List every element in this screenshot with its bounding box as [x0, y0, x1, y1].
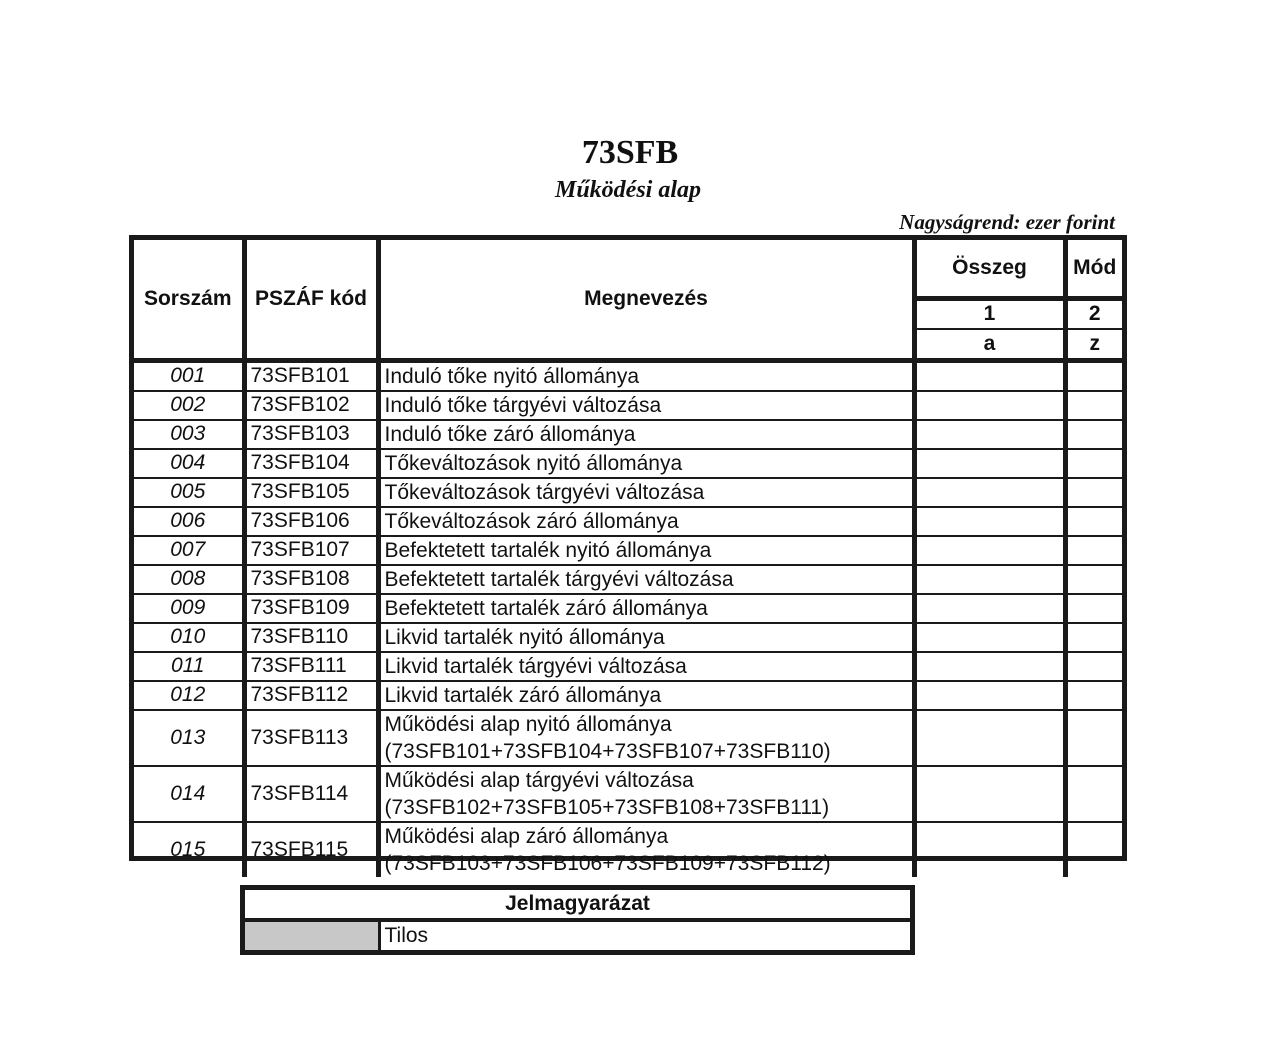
header-sorszam: Sorszám: [134, 240, 244, 360]
row-number: 011: [134, 652, 244, 681]
row-mod-cell: [1065, 507, 1122, 536]
row-name-line: Működési alap záró állománya: [384, 824, 669, 848]
row-mod-cell: [1065, 681, 1122, 710]
table-row: [134, 822, 1122, 877]
row-mod-cell: [1065, 710, 1122, 766]
row-name: Befektetett tartalék záró állománya: [378, 594, 914, 623]
row-code: 73SFB107: [244, 536, 378, 565]
row-formula-line: (73SFB102+73SFB105+73SFB108+73SFB111): [384, 795, 830, 819]
row-code: 73SFB110: [244, 623, 378, 652]
row-name: Likvid tartalék tárgyévi változása: [378, 652, 914, 681]
header-mod-type: z: [1065, 329, 1122, 360]
table-body: [134, 360, 1122, 877]
row-osszeg-cell: [914, 360, 1065, 391]
header-osszeg-col-no: 1: [914, 298, 1065, 329]
row-code: 73SFB115: [244, 822, 378, 877]
table-row: [134, 710, 1122, 766]
row-mod-cell: [1065, 391, 1122, 420]
table-row: [134, 594, 1122, 623]
row-code: 73SFB109: [244, 594, 378, 623]
row-mod-cell: [1065, 565, 1122, 594]
row-code: 73SFB108: [244, 565, 378, 594]
row-name-line: Működési alap nyitó állománya: [384, 712, 672, 736]
row-code: 73SFB103: [244, 420, 378, 449]
row-mod-cell: [1065, 822, 1122, 877]
row-name: [378, 710, 914, 766]
row-osszeg-cell: [914, 391, 1065, 420]
row-number: 002: [134, 391, 244, 420]
row-osszeg-cell: [914, 478, 1065, 507]
row-code: 73SFB104: [244, 449, 378, 478]
legend-table: [245, 890, 910, 950]
row-name: [378, 822, 914, 877]
row-number: 005: [134, 478, 244, 507]
row-code: 73SFB111: [244, 652, 378, 681]
table-row: [134, 507, 1122, 536]
row-osszeg-cell: [914, 822, 1065, 877]
table-row: [134, 360, 1122, 391]
row-number: 008: [134, 565, 244, 594]
row-number: 012: [134, 681, 244, 710]
row-osszeg-cell: [914, 420, 1065, 449]
unit-note: Nagyságrend: ezer forint: [899, 210, 1115, 234]
table-row: [134, 623, 1122, 652]
table-row: [134, 766, 1122, 822]
row-osszeg-cell: [914, 565, 1065, 594]
row-number: 006: [134, 507, 244, 536]
row-name: Induló tőke záró állománya: [378, 420, 914, 449]
row-mod-cell: [1065, 536, 1122, 565]
row-osszeg-cell: [914, 536, 1065, 565]
row-code: 73SFB105: [244, 478, 378, 507]
row-mod-cell: [1065, 449, 1122, 478]
row-osszeg-cell: [914, 766, 1065, 822]
row-name: Befektetett tartalék tárgyévi változása: [378, 565, 914, 594]
data-table-frame: [129, 235, 1127, 875]
row-name: Tőkeváltozások záró állománya: [378, 507, 914, 536]
row-name: Likvid tartalék nyitó állománya: [378, 623, 914, 652]
document-subtitle: Működési alap: [554, 177, 701, 203]
row-name: Induló tőke tárgyévi változása: [378, 391, 914, 420]
row-mod-cell: [1065, 623, 1122, 652]
row-mod-cell: [1065, 652, 1122, 681]
row-mod-cell: [1065, 420, 1122, 449]
row-formula-line: (73SFB103+73SFB106+73SFB109+73SFB112): [384, 851, 831, 875]
legend-label-tilos: Tilos: [384, 924, 429, 947]
row-mod-cell: [1065, 360, 1122, 391]
row-number: 015: [134, 822, 244, 877]
row-name: Induló tőke nyitó állománya: [378, 360, 914, 391]
document-title: 73SFB: [581, 134, 679, 171]
row-mod-cell: [1065, 594, 1122, 623]
row-code: 73SFB101: [244, 360, 378, 391]
row-code: 73SFB102: [244, 391, 378, 420]
table-row: [134, 420, 1122, 449]
row-osszeg-cell: [914, 710, 1065, 766]
row-osszeg-cell: [914, 681, 1065, 710]
table-row: [134, 652, 1122, 681]
row-code: 73SFB112: [244, 681, 378, 710]
row-number: 014: [134, 766, 244, 822]
row-osszeg-cell: [914, 449, 1065, 478]
header-mod-col-no: 2: [1065, 298, 1122, 329]
row-name: Tőkeváltozások tárgyévi változása: [378, 478, 914, 507]
row-name: [378, 766, 914, 822]
row-number: 003: [134, 420, 244, 449]
row-name-line: Működési alap tárgyévi változása: [384, 768, 694, 792]
table-row: [134, 391, 1122, 420]
row-name: Tőkeváltozások nyitó állománya: [378, 449, 914, 478]
header-osszeg-type: a: [914, 329, 1065, 360]
header-osszeg: Összeg: [914, 240, 1065, 298]
table-row: [134, 478, 1122, 507]
row-formula-line: (73SFB101+73SFB104+73SFB107+73SFB110): [384, 739, 831, 763]
row-mod-cell: [1065, 766, 1122, 822]
row-number: 009: [134, 594, 244, 623]
header-pszaf-kod: PSZÁF kód: [244, 240, 378, 360]
row-code: 73SFB114: [244, 766, 378, 822]
row-number: 013: [134, 710, 244, 766]
row-name: Befektetett tartalék nyitó állománya: [378, 536, 914, 565]
row-osszeg-cell: [914, 594, 1065, 623]
legend-frame: [240, 885, 915, 955]
legend-title: Jelmagyarázat: [245, 890, 910, 920]
row-osszeg-cell: [914, 507, 1065, 536]
row-code: 73SFB113: [244, 710, 378, 766]
row-osszeg-cell: [914, 623, 1065, 652]
row-code: 73SFB106: [244, 507, 378, 536]
table-row: [134, 536, 1122, 565]
row-osszeg-cell: [914, 652, 1065, 681]
data-table: [134, 240, 1122, 877]
row-mod-cell: [1065, 478, 1122, 507]
row-number: 007: [134, 536, 244, 565]
row-number: 010: [134, 623, 244, 652]
table-row: [134, 681, 1122, 710]
legend-swatch-tilos: [245, 920, 379, 950]
table-row: [134, 449, 1122, 478]
header-megnevezes: Megnevezés: [378, 240, 914, 360]
row-number: 004: [134, 449, 244, 478]
row-number: 001: [134, 360, 244, 391]
row-name: Likvid tartalék záró állománya: [378, 681, 914, 710]
table-row: [134, 565, 1122, 594]
header-mod: Mód: [1065, 240, 1122, 298]
